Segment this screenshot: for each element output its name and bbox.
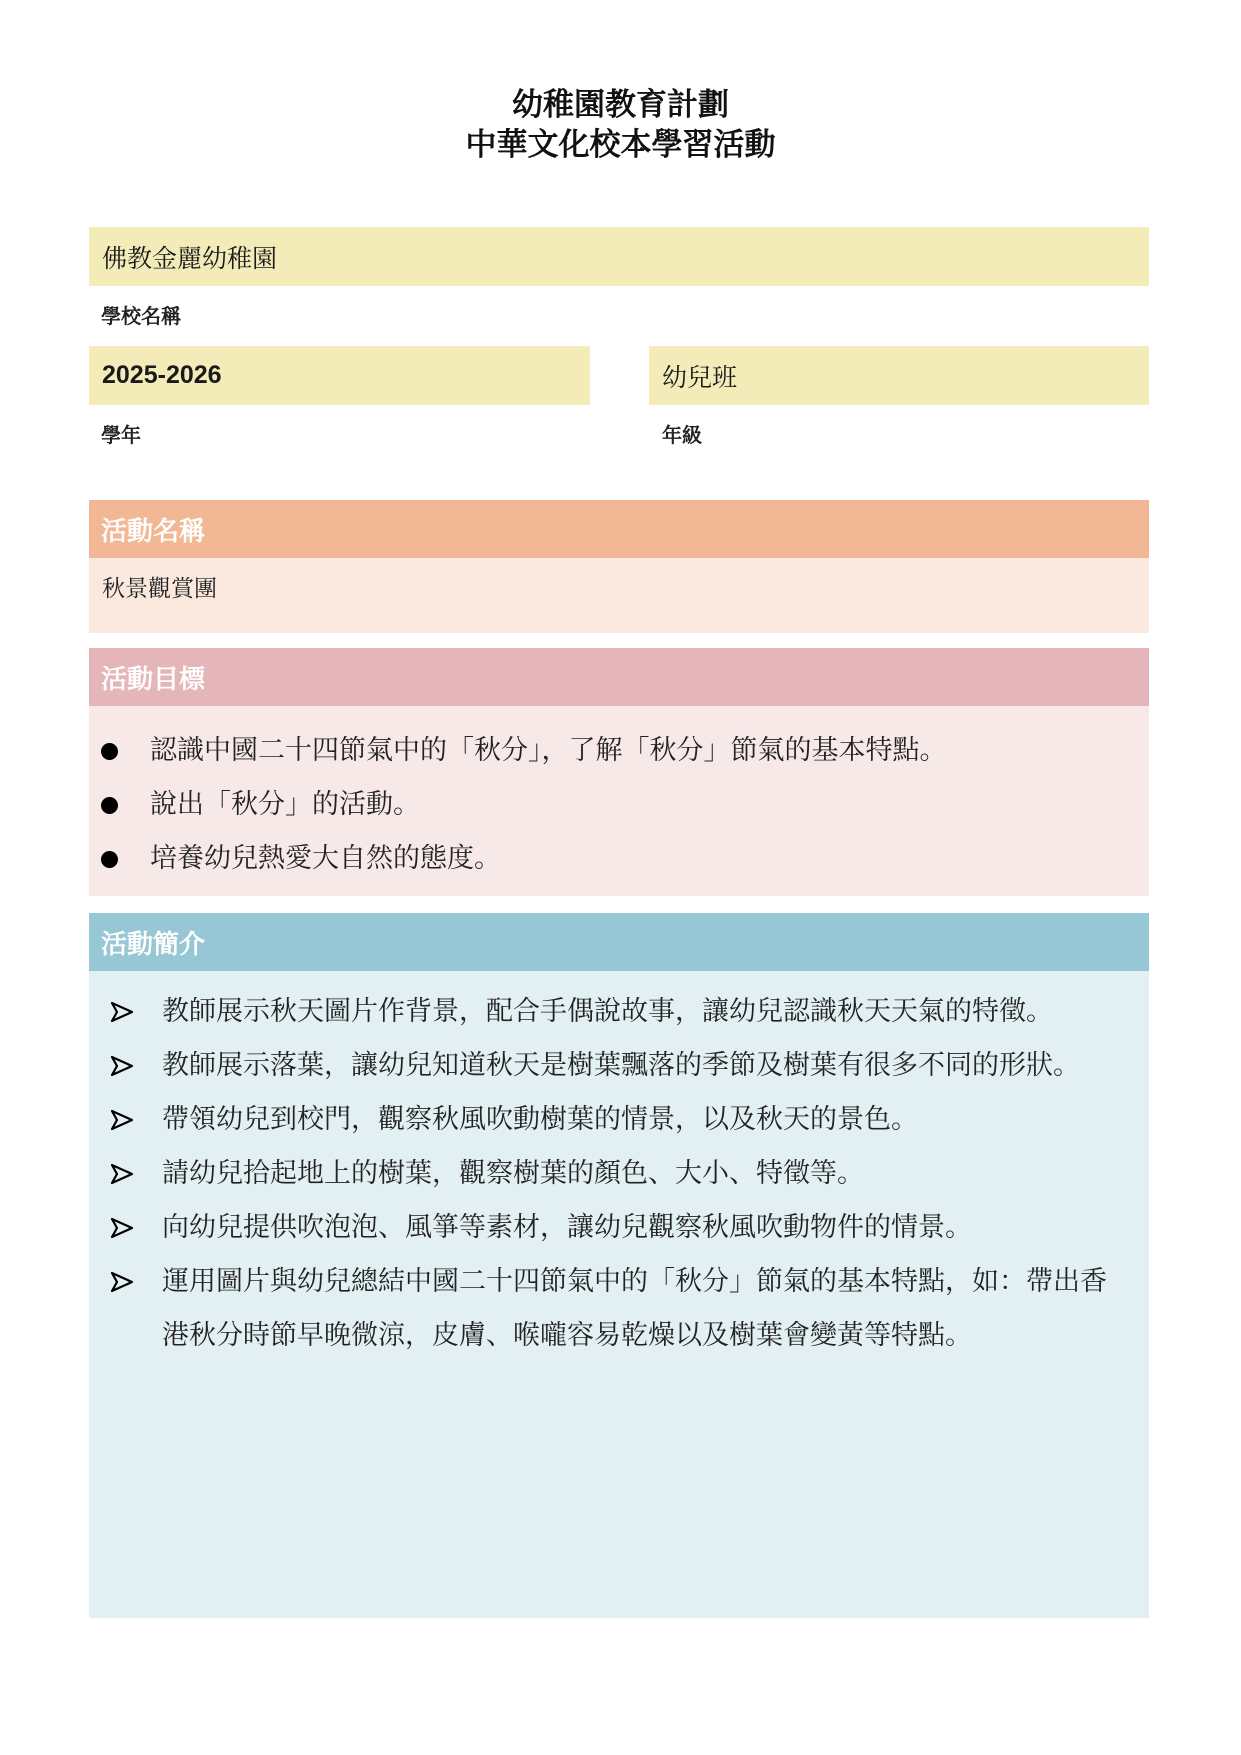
school-year-field: 2025-2026: [89, 346, 590, 405]
list-item: 認識中國二十四節氣中的「秋分」，了解「秋分」節氣的基本特點。: [89, 724, 1149, 778]
arrow-bullet-icon: [111, 1201, 145, 1255]
grade-label: 年級: [662, 423, 702, 447]
list-item: 帶領幼兒到校門，觀察秋風吹動樹葉的情景，以及秋天的景色。: [89, 1093, 1149, 1147]
arrow-bullet-icon: [111, 1255, 145, 1309]
school-name-field: 佛教金麗幼稚園: [89, 227, 1149, 286]
list-item: 說出「秋分」的活動。: [89, 778, 1149, 832]
objectives-heading: 活動目標: [89, 648, 1149, 706]
arrow-bullet-icon: [111, 1039, 145, 1093]
bullet-icon: [101, 743, 118, 760]
list-item: 請幼兒拾起地上的樹葉，觀察樹葉的顏色、大小、特徵等。: [89, 1147, 1149, 1201]
introduction-heading: 活動簡介: [89, 913, 1149, 971]
activity-name-heading: 活動名稱: [89, 500, 1149, 558]
document-title: 幼稚園教育計劃: [512, 87, 729, 123]
activity-name-value: 秋景觀賞團: [89, 558, 1149, 633]
bullet-icon: [101, 851, 118, 868]
grade-field: 幼兒班: [649, 346, 1149, 405]
arrow-bullet-icon: [111, 1147, 145, 1201]
list-item: 教師展示落葉，讓幼兒知道秋天是樹葉飄落的季節及樹葉有很多不同的形狀。: [89, 1039, 1149, 1093]
arrow-bullet-icon: [111, 985, 145, 1039]
introduction-list: [89, 971, 1149, 1618]
document-subtitle: 中華文化校本學習活動: [465, 127, 776, 163]
objectives-list: [89, 706, 1149, 896]
list-item: 向幼兒提供吹泡泡、風箏等素材，讓幼兒觀察秋風吹動物件的情景。: [89, 1201, 1149, 1255]
school-year-label: 學年: [101, 423, 141, 447]
list-item: 運用圖片與幼兒總結中國二十四節氣中的「秋分」節氣的基本特點，如：帶出香港秋分時節早晚微涼，皮膚、喉嚨容易乾燥以及樹葉會變黃等特點。: [89, 1255, 1149, 1363]
school-name-label: 學校名稱: [101, 304, 181, 328]
arrow-bullet-icon: [111, 1093, 145, 1147]
bullet-icon: [101, 797, 118, 814]
list-item: 教師展示秋天圖片作背景，配合手偶說故事，讓幼兒認識秋天天氣的特徵。: [89, 985, 1149, 1039]
list-item: 培養幼兒熱愛大自然的態度。: [89, 832, 1149, 886]
